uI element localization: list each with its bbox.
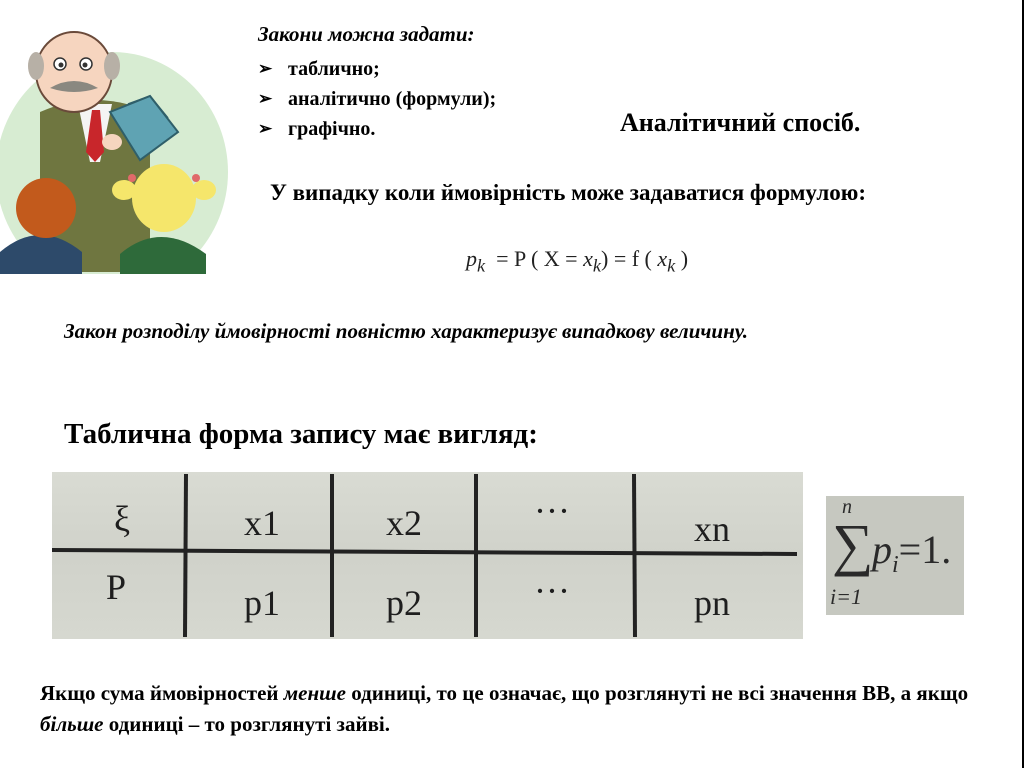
table-cell: pn	[694, 583, 730, 623]
conclusion-part: одиниці – то розглянуті зайві.	[103, 712, 390, 736]
table-cell: x2	[386, 503, 422, 543]
list-item-label: графічно.	[288, 118, 376, 140]
sum-formula	[826, 496, 964, 615]
conclusion-part: одиниці, то це означає, що розглянуті не всі значення ВВ, а якщо	[345, 681, 969, 705]
table-cell: x1	[244, 503, 280, 543]
table-cell: ···	[534, 571, 570, 611]
formula-text: = P ( X =	[496, 246, 578, 271]
list-item	[258, 114, 496, 144]
conclusion-emphasis: більше	[40, 712, 104, 736]
formula-sub: k	[667, 255, 676, 276]
list-item	[258, 54, 496, 84]
teacher-illustration	[0, 22, 232, 274]
table-cell: p2	[386, 583, 422, 623]
table-heading: Таблична форма запису має вигляд:	[64, 418, 538, 450]
table-cell: ···	[534, 491, 570, 531]
sum-lower-limit: i=1	[830, 584, 862, 609]
formula-sub: k	[592, 255, 601, 276]
sum-upper-limit: n	[842, 496, 852, 518]
table-cell: xn	[694, 509, 730, 549]
conclusion-emphasis: менше	[283, 681, 346, 705]
arrowhead-bullet-icon: ➢	[258, 89, 273, 108]
arrowhead-bullet-icon: ➢	[258, 119, 273, 138]
laws-title: Закони можна задати:	[258, 22, 475, 46]
formula-sub: k	[477, 255, 486, 276]
laws-list	[258, 54, 496, 144]
sum-body	[872, 526, 951, 579]
formula-var: p	[466, 246, 477, 271]
arrowhead-bullet-icon: ➢	[258, 59, 273, 78]
formula-var: x	[583, 246, 593, 271]
probability-formula	[466, 246, 688, 276]
distribution-table	[52, 472, 803, 639]
table-cell: p1	[244, 583, 280, 623]
formula-text: )	[680, 246, 689, 271]
sum-rest: =1.	[898, 527, 952, 572]
conclusion-text	[40, 678, 980, 740]
formula-intro: У випадку коли ймовірність може задаватися формулою:	[270, 180, 866, 205]
formula-text: ) = f (	[601, 246, 652, 271]
analytic-heading: Аналітичний спосіб.	[620, 108, 861, 137]
sum-sub: i	[892, 552, 899, 578]
list-item-label: аналітично (формули);	[288, 88, 497, 110]
table-cell: P	[105, 567, 127, 607]
conclusion-part: Якщо сума ймовірностей	[40, 681, 284, 705]
list-item	[258, 84, 496, 114]
formula-var: x	[657, 246, 668, 271]
law-note: Закон розподілу ймовірності повністю характеризує випадкову величину.	[64, 319, 748, 343]
table-cell: ξ	[113, 499, 131, 539]
sum-var: p	[872, 527, 892, 572]
list-item-label: таблично;	[288, 58, 380, 80]
sigma-icon: ∑	[832, 512, 874, 577]
